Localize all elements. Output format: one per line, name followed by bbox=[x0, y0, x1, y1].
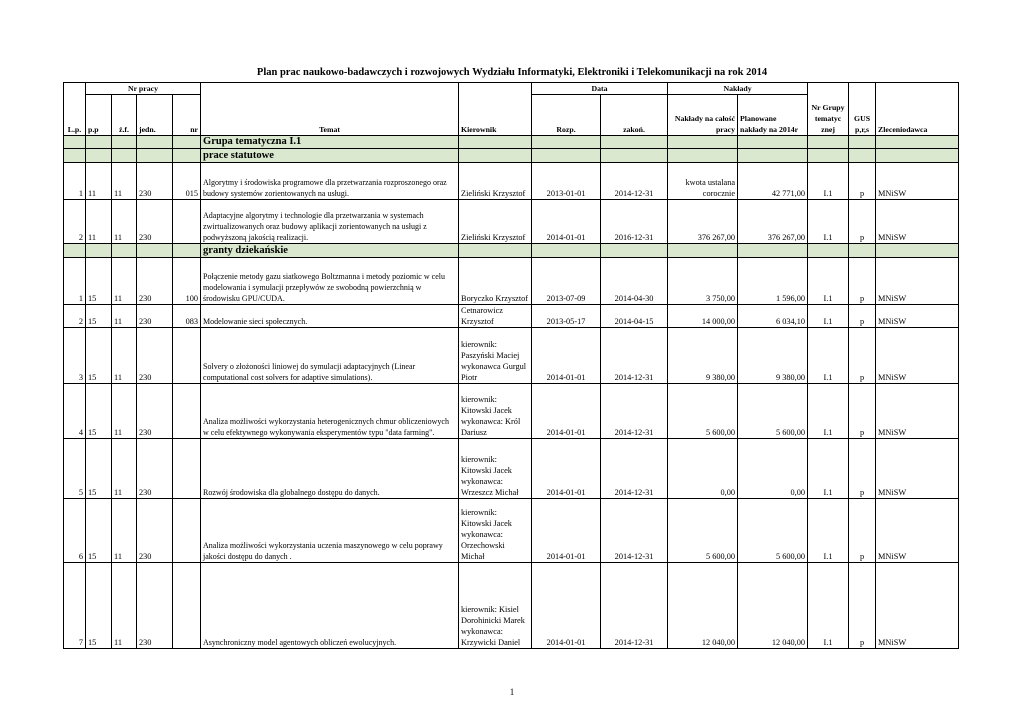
cell-rozp: 2014-01-01 bbox=[532, 328, 601, 384]
cell-plan: 9 380,00 bbox=[738, 328, 808, 384]
cell-kierownik: kierownik: Kitowski Jacek wykonawca: Król Dariusz bbox=[459, 384, 532, 439]
cell-grupa: I.1 bbox=[808, 563, 849, 649]
header-gus: GUS p,r,s bbox=[849, 83, 876, 136]
cell-gus: p bbox=[849, 563, 876, 649]
cell-kierownik: kierownik: Kitowski Jacek wykonawca: Orzechowski Michał bbox=[459, 499, 532, 563]
cell-kierownik: kierownik: Kitowski Jacek wykonawca: Wrzeszcz Michał bbox=[459, 439, 532, 499]
header-zakon: zakoń. bbox=[601, 95, 668, 136]
cell-zlec: MNiSW bbox=[876, 499, 959, 563]
cell-kierownik: kierownik: Paszyński Maciej wykonawca Gurgul Piotr bbox=[459, 328, 532, 384]
cell-jedn: 230 bbox=[137, 258, 173, 305]
cell-jedn: 230 bbox=[137, 499, 173, 563]
group-title-row bbox=[64, 136, 959, 149]
cell-zf: 11 bbox=[112, 328, 137, 384]
cell-rozp: 2014-01-01 bbox=[532, 200, 601, 244]
document-title: Plan prac naukowo-badawczych i rozwojowych Wydziału Informatyki, Elektroniki i Telekomunikacji na rok 2014 bbox=[256, 67, 768, 78]
cell-pp: 15 bbox=[86, 305, 112, 328]
cell-temat: Algorytmy i środowiska programowe dla przetwarzania rozproszonego oraz budowy systemów zorientowanych na usługi. bbox=[201, 163, 459, 200]
section-title: prace statutowe bbox=[201, 149, 459, 163]
cell-jedn: 230 bbox=[137, 200, 173, 244]
cell-zakon: 2014-04-15 bbox=[601, 305, 668, 328]
header-nr-grupy: Nr Grupy tematyc znej bbox=[808, 83, 849, 136]
cell-rozp: 2014-01-01 bbox=[532, 499, 601, 563]
cell-zakon: 2014-12-31 bbox=[601, 163, 668, 200]
cell-grupa: I.1 bbox=[808, 328, 849, 384]
cell-lp: 2 bbox=[64, 200, 86, 244]
cell-kierownik: kierownik: Kisiel Dorohinicki Marek wykonawca: Krzywicki Daniel bbox=[459, 563, 532, 649]
cell-jedn: 230 bbox=[137, 305, 173, 328]
cell-zakon: 2014-04-30 bbox=[601, 258, 668, 305]
cell-nr bbox=[173, 200, 201, 244]
table-row bbox=[64, 163, 959, 200]
section-row bbox=[64, 149, 959, 163]
cell-nr bbox=[173, 328, 201, 384]
cell-grupa: I.1 bbox=[808, 384, 849, 439]
table-row bbox=[64, 384, 959, 439]
cell-plan: 0,00 bbox=[738, 439, 808, 499]
cell-zf: 11 bbox=[112, 439, 137, 499]
section-title: granty dziekańskie bbox=[201, 244, 459, 258]
cell-calosc: 5 600,00 bbox=[668, 384, 738, 439]
research-plan-table bbox=[63, 82, 959, 649]
table-row bbox=[64, 200, 959, 244]
cell-calosc: 14 000,00 bbox=[668, 305, 738, 328]
cell-nr bbox=[173, 439, 201, 499]
cell-temat: Połączenie metody gazu siatkowego Boltzmanna i metody poziomic w celu modelowania i symulacji przepływów ze swobodną powierzchnią w środowisku GPU/CUDA. bbox=[201, 258, 459, 305]
cell-calosc: 9 380,00 bbox=[668, 328, 738, 384]
cell-gus: p bbox=[849, 384, 876, 439]
cell-pp: 15 bbox=[86, 499, 112, 563]
cell-jedn: 230 bbox=[137, 439, 173, 499]
cell-calosc: 376 267,00 bbox=[668, 200, 738, 244]
cell-pp: 15 bbox=[86, 258, 112, 305]
cell-calosc: 0,00 bbox=[668, 439, 738, 499]
header-zleceniodawca: Zleceniodawca bbox=[876, 83, 959, 136]
cell-zlec: MNiSW bbox=[876, 563, 959, 649]
cell-jedn: 230 bbox=[137, 328, 173, 384]
cell-lp: 5 bbox=[64, 439, 86, 499]
table-row bbox=[64, 439, 959, 499]
cell-temat: Adaptacyjne algorytmy i technologie dla przetwarzania w systemach zwirtualizowanych oraz budowy aplikacji zorientowanych na usługi z podwyższoną jakością realizacji. bbox=[201, 200, 459, 244]
cell-gus: p bbox=[849, 305, 876, 328]
cell-pp: 15 bbox=[86, 563, 112, 649]
header-planowane: Planowane nakłady na 2014r bbox=[738, 95, 808, 136]
cell-zlec: MNiSW bbox=[876, 163, 959, 200]
cell-gus: p bbox=[849, 163, 876, 200]
cell-zlec: MNiSW bbox=[876, 305, 959, 328]
cell-temat: Rozwój środowiska dla globalnego dostępu do danych. bbox=[201, 439, 459, 499]
header-naklady-calosc: Nakłady na całość pracy bbox=[668, 95, 738, 136]
cell-plan: 5 600,00 bbox=[738, 384, 808, 439]
cell-nr bbox=[173, 384, 201, 439]
cell-zlec: MNiSW bbox=[876, 439, 959, 499]
group-title: Grupa tematyczna I.1 bbox=[201, 136, 459, 149]
cell-zlec: MNiSW bbox=[876, 384, 959, 439]
cell-grupa: I.1 bbox=[808, 163, 849, 200]
table-row bbox=[64, 328, 959, 384]
cell-zakon: 2014-12-31 bbox=[601, 499, 668, 563]
cell-grupa: I.1 bbox=[808, 499, 849, 563]
cell-pp: 11 bbox=[86, 200, 112, 244]
cell-nr: 015 bbox=[173, 163, 201, 200]
cell-pp: 11 bbox=[86, 163, 112, 200]
cell-lp: 2 bbox=[64, 305, 86, 328]
cell-nr bbox=[173, 563, 201, 649]
cell-nr: 100 bbox=[173, 258, 201, 305]
table-row bbox=[64, 563, 959, 649]
cell-grupa: I.1 bbox=[808, 305, 849, 328]
cell-temat: Modelowanie sieci społecznych. bbox=[201, 305, 459, 328]
header-data: Data bbox=[532, 83, 668, 95]
page-number: 1 bbox=[509, 687, 515, 697]
cell-lp: 6 bbox=[64, 499, 86, 563]
cell-rozp: 2013-07-09 bbox=[532, 258, 601, 305]
table-row bbox=[64, 499, 959, 563]
cell-rozp: 2014-01-01 bbox=[532, 439, 601, 499]
cell-grupa: I.1 bbox=[808, 439, 849, 499]
header-temat: Temat bbox=[201, 83, 459, 136]
cell-gus: p bbox=[849, 439, 876, 499]
cell-zf: 11 bbox=[112, 163, 137, 200]
cell-gus: p bbox=[849, 200, 876, 244]
cell-zlec: MNiSW bbox=[876, 328, 959, 384]
cell-kierownik: Zieliński Krzysztof bbox=[459, 200, 532, 244]
header-rozp: Rozp. bbox=[532, 95, 601, 136]
cell-plan: 376 267,00 bbox=[738, 200, 808, 244]
cell-zakon: 2014-12-31 bbox=[601, 384, 668, 439]
cell-calosc: 3 750,00 bbox=[668, 258, 738, 305]
cell-pp: 15 bbox=[86, 384, 112, 439]
cell-rozp: 2013-01-01 bbox=[532, 163, 601, 200]
cell-zakon: 2014-12-31 bbox=[601, 328, 668, 384]
cell-rozp: 2014-01-01 bbox=[532, 384, 601, 439]
cell-zf: 11 bbox=[112, 384, 137, 439]
cell-rozp: 2013-05-17 bbox=[532, 305, 601, 328]
cell-jedn: 230 bbox=[137, 384, 173, 439]
section-row bbox=[64, 244, 959, 258]
cell-plan: 42 771,00 bbox=[738, 163, 808, 200]
cell-lp: 1 bbox=[64, 258, 86, 305]
cell-kierownik: Boryczko Krzysztof bbox=[459, 258, 532, 305]
header-pp: p.p bbox=[86, 95, 112, 136]
cell-jedn: 230 bbox=[137, 563, 173, 649]
cell-nr: 083 bbox=[173, 305, 201, 328]
cell-calosc: 5 600,00 bbox=[668, 499, 738, 563]
cell-zf: 11 bbox=[112, 499, 137, 563]
cell-grupa: I.1 bbox=[808, 258, 849, 305]
cell-calosc: kwota ustalana corocznie bbox=[668, 163, 738, 200]
cell-temat: Analiza możliwości wykorzystania heterogenicznych chmur obliczeniowych w celu efektywnego wykonywania eksperymentów typu "data farming". bbox=[201, 384, 459, 439]
cell-rozp: 2014-01-01 bbox=[532, 563, 601, 649]
header-zf: ź.f. bbox=[112, 95, 137, 136]
cell-plan: 1 596,00 bbox=[738, 258, 808, 305]
cell-jedn: 230 bbox=[137, 163, 173, 200]
header-naklady: Nakłady bbox=[668, 83, 808, 95]
cell-pp: 15 bbox=[86, 439, 112, 499]
cell-zlec: MNiSW bbox=[876, 258, 959, 305]
cell-plan: 5 600,00 bbox=[738, 499, 808, 563]
header-lp: L.p. bbox=[64, 83, 86, 136]
cell-plan: 12 040,00 bbox=[738, 563, 808, 649]
header-jedn: jedn. bbox=[137, 95, 173, 136]
header-kierownik: Kierownik bbox=[459, 83, 532, 136]
cell-kierownik: Zieliński Krzysztof bbox=[459, 163, 532, 200]
cell-pp: 15 bbox=[86, 328, 112, 384]
cell-gus: p bbox=[849, 499, 876, 563]
cell-temat: Analiza możliwości wykorzystania uczenia maszynowego w celu poprawy jakości dostępu do danych . bbox=[201, 499, 459, 563]
header-nr: nr bbox=[173, 95, 201, 136]
cell-plan: 6 034,10 bbox=[738, 305, 808, 328]
header-nr-pracy: Nr pracy bbox=[86, 83, 201, 95]
cell-nr bbox=[173, 499, 201, 563]
cell-zf: 11 bbox=[112, 258, 137, 305]
cell-zf: 11 bbox=[112, 563, 137, 649]
cell-calosc: 12 040,00 bbox=[668, 563, 738, 649]
cell-lp: 3 bbox=[64, 328, 86, 384]
cell-zakon: 2014-12-31 bbox=[601, 439, 668, 499]
cell-grupa: I.1 bbox=[808, 200, 849, 244]
cell-zf: 11 bbox=[112, 305, 137, 328]
table-row bbox=[64, 258, 959, 305]
cell-zf: 11 bbox=[112, 200, 137, 244]
cell-kierownik: Cetnarowicz Krzysztof bbox=[459, 305, 532, 328]
header-row-top bbox=[64, 83, 959, 95]
cell-lp: 7 bbox=[64, 563, 86, 649]
cell-zlec: MNiSW bbox=[876, 200, 959, 244]
cell-temat: Asynchroniczny model agentowych obliczeń ewolucyjnych. bbox=[201, 563, 459, 649]
cell-lp: 1 bbox=[64, 163, 86, 200]
cell-lp: 4 bbox=[64, 384, 86, 439]
cell-zakon: 2016-12-31 bbox=[601, 200, 668, 244]
cell-zakon: 2014-12-31 bbox=[601, 563, 668, 649]
cell-gus: p bbox=[849, 328, 876, 384]
cell-gus: p bbox=[849, 258, 876, 305]
cell-temat: Solvery o złożoności liniowej do symulacji adaptacyjnych (Linear computational cost solvers for adaptive simulations). bbox=[201, 328, 459, 384]
table-row bbox=[64, 305, 959, 328]
